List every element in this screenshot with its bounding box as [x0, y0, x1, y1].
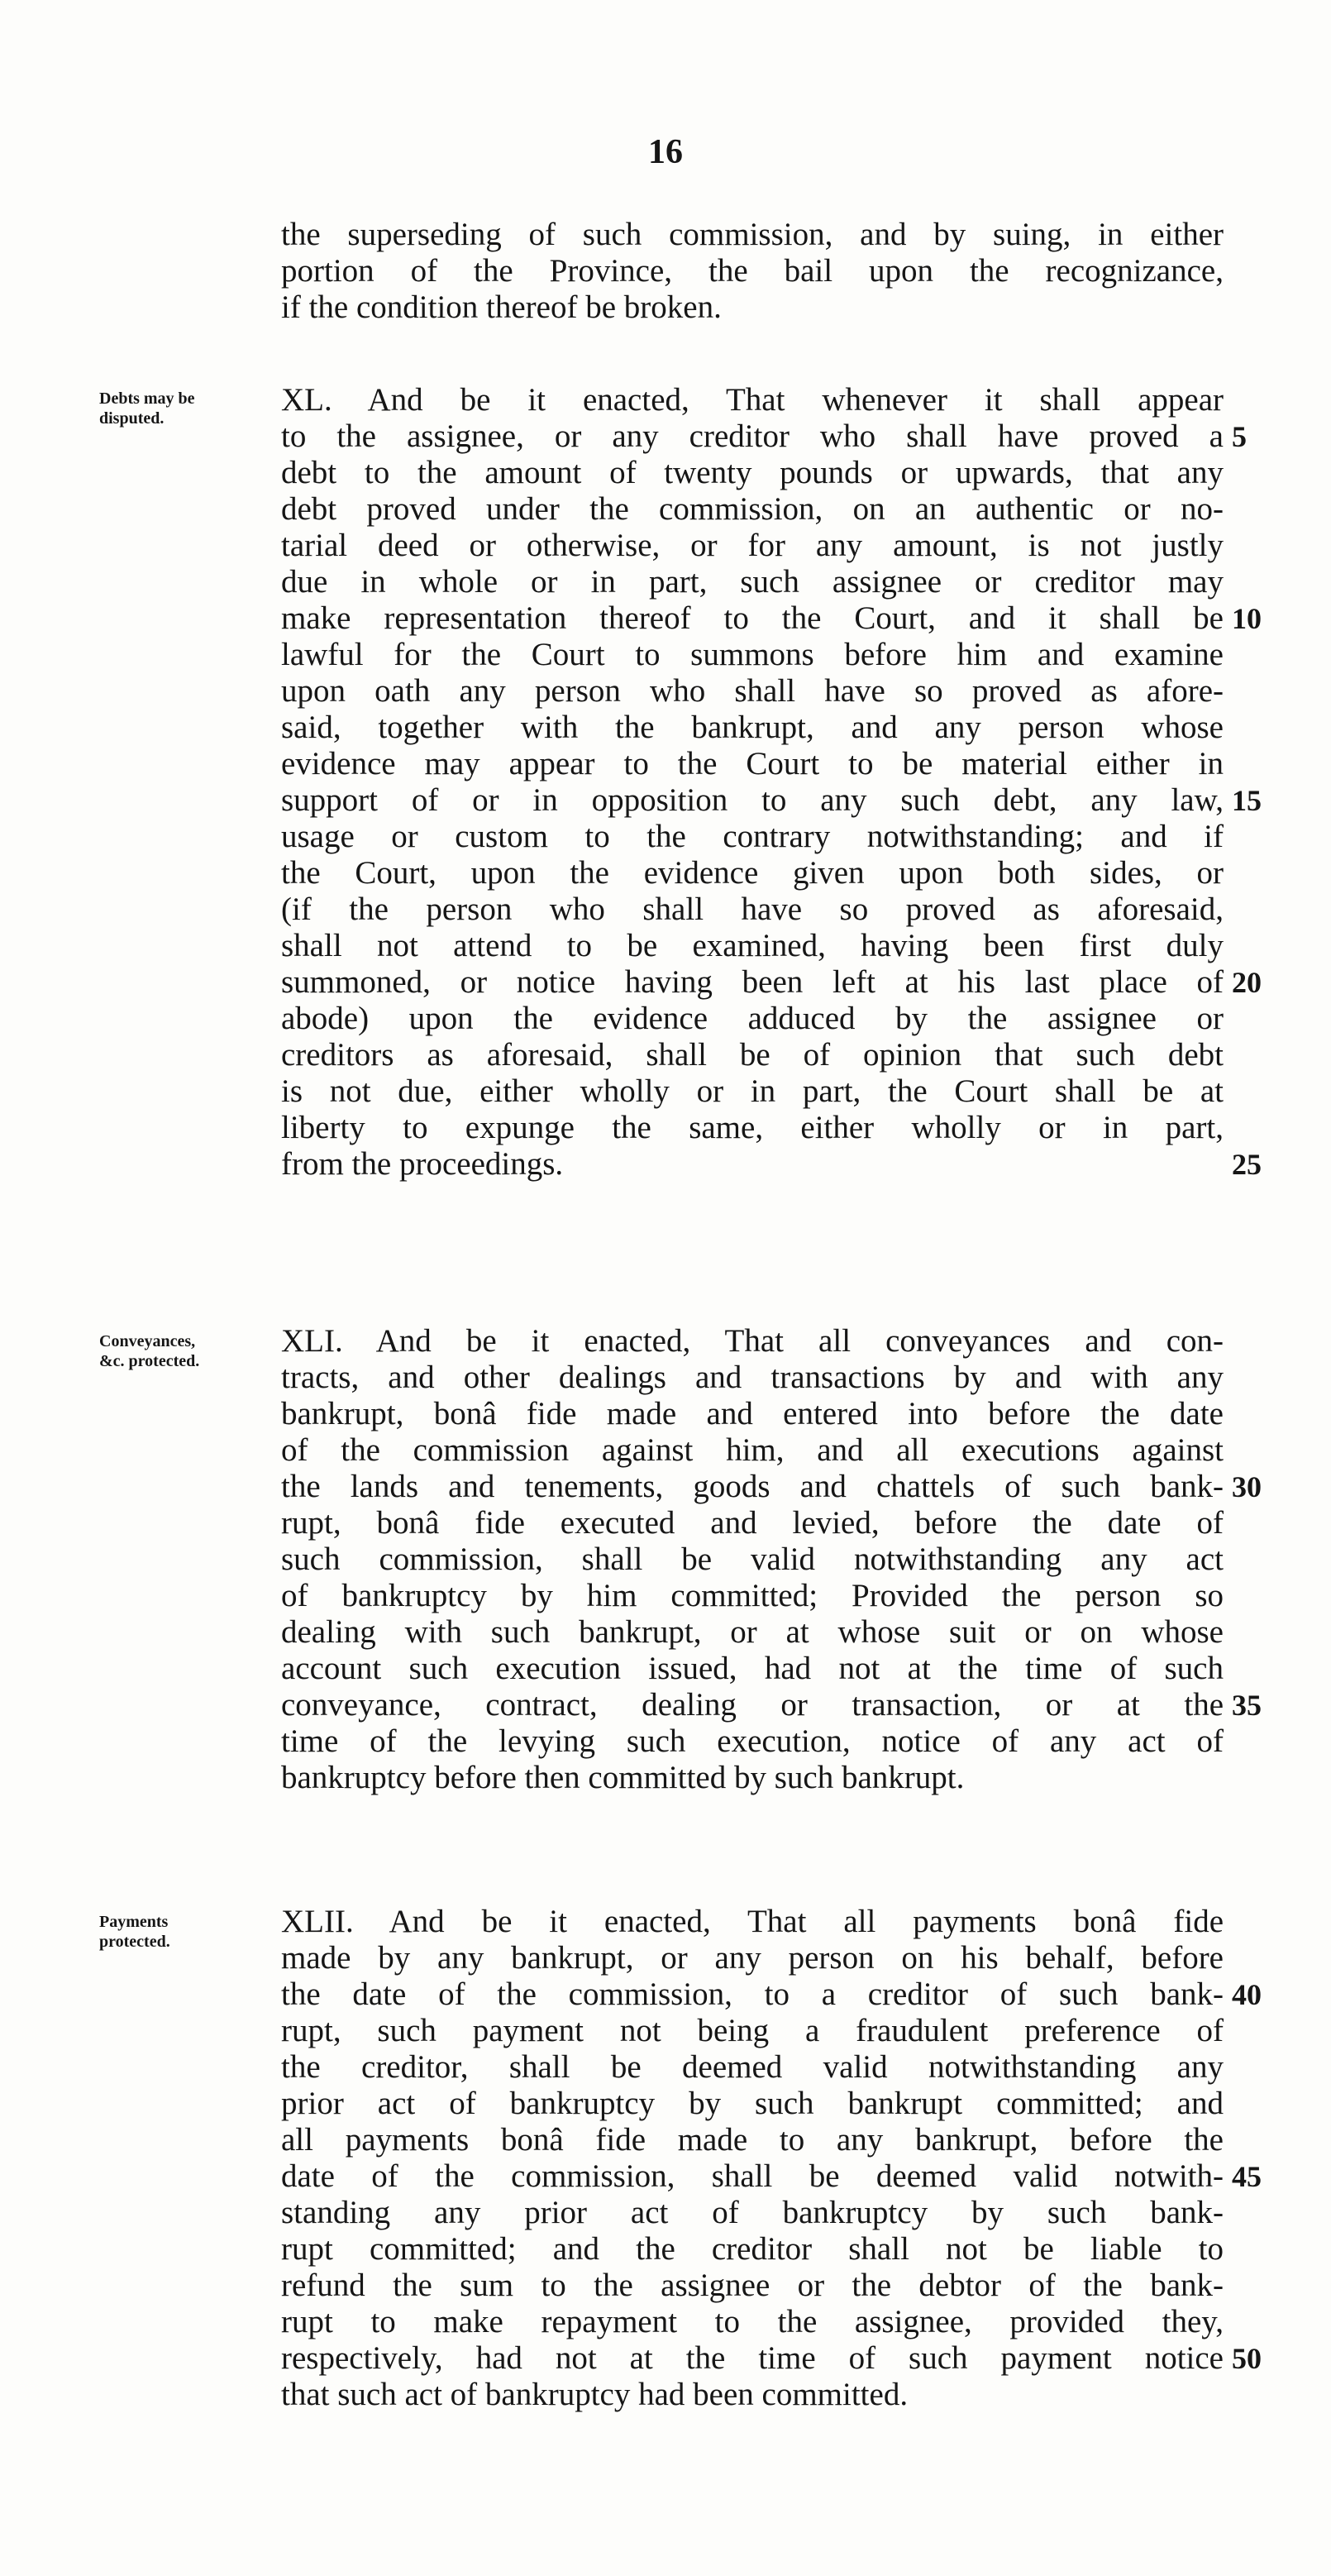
side-note-line: disputed. — [99, 409, 165, 428]
text-line: dealing with such bankrupt, or at whose suit or on whose — [281, 1614, 1224, 1650]
margin-line-number: 50 — [1232, 2342, 1262, 2375]
margin-line-number: 35 — [1232, 1689, 1262, 1722]
opening-paragraph — [281, 217, 1224, 326]
text-line: debt proved under the commission, on an authentic or no- — [281, 491, 1224, 527]
side-note-line: Conveyances, — [99, 1332, 196, 1350]
text-line: the superseding of such commission, and by suing, in either — [281, 217, 1224, 252]
margin-line-number: 45 — [1232, 2160, 1262, 2193]
text-line: tracts, and other dealings and transactions by and with any — [281, 1360, 1224, 1395]
margin-line-number: 10 — [1232, 602, 1262, 635]
text-line: debt to the amount of twenty pounds or upwards, that any — [281, 455, 1224, 490]
section-xl — [281, 382, 1224, 1183]
text-line: the creditor, shall be deemed valid notwithstanding any — [281, 2049, 1224, 2085]
text-line: XLII. And be it enacted, That all payments bonâ fide — [281, 1904, 1224, 1939]
text-line: XL. And be it enacted, That whenever it shall appear — [281, 382, 1224, 418]
text-line: is not due, either wholly or in part, the Court shall be at — [281, 1073, 1224, 1109]
margin-line-number: 40 — [1232, 1978, 1262, 2011]
section-xli — [281, 1323, 1224, 1796]
text-line: respectively, had not at the time of such payment notice — [281, 2340, 1224, 2376]
text-line: bankrupt, bonâ fide made and entered into before the date — [281, 1396, 1224, 1431]
text-line: tarial deed or otherwise, or for any amount, is not justly — [281, 528, 1224, 563]
margin-line-number: 30 — [1232, 1470, 1262, 1503]
section-xlii — [281, 1904, 1224, 2413]
margin-line-number: 5 — [1232, 420, 1247, 453]
text-line: if the condition thereof be broken. — [281, 289, 722, 325]
text-line: such commission, shall be valid notwithstanding any act — [281, 1541, 1224, 1577]
margin-line-number: 25 — [1232, 1148, 1262, 1181]
text-line: to the assignee, or any creditor who shall have proved a — [281, 418, 1224, 454]
text-line: the lands and tenements, goods and chattels of such bank- — [281, 1469, 1224, 1504]
text-line: date of the commission, shall be deemed valid notwith- — [281, 2158, 1224, 2194]
text-line: abode) upon the evidence adduced by the assignee or — [281, 1001, 1224, 1036]
text-line: liberty to expunge the same, either wholly or in part, — [281, 1110, 1224, 1145]
text-line: portion of the Province, the bail upon the recognizance, — [281, 253, 1224, 289]
text-line: summoned, or notice having been left at his last place of — [281, 964, 1224, 1000]
text-line: bankruptcy before then committed by such bankrupt. — [281, 1760, 965, 1795]
page-number: 16 — [648, 133, 683, 171]
text-line: made by any bankrupt, or any person on his behalf, before — [281, 1940, 1224, 1976]
text-line: support of or in opposition to any such debt, any law, — [281, 782, 1224, 818]
text-line: evidence may appear to the Court to be material either in — [281, 746, 1224, 781]
text-line: upon oath any person who shall have so proved as afore- — [281, 673, 1224, 709]
text-line: rupt committed; and the creditor shall not be liable to — [281, 2231, 1224, 2267]
side-note-line: Debts may be — [99, 390, 195, 408]
text-line: time of the levying such execution, notice of any act of — [281, 1723, 1224, 1759]
margin-line-number: 20 — [1232, 966, 1262, 999]
text-line: rupt, such payment not being a fraudulent preference of — [281, 2013, 1224, 2048]
text-line: make representation thereof to the Court, and it shall be — [281, 600, 1224, 636]
text-line: rupt, bonâ fide executed and levied, before the date of — [281, 1505, 1224, 1541]
text-line: all payments bonâ fide made to any bankrupt, before the — [281, 2122, 1224, 2158]
side-note-conveyances-protected — [99, 1331, 273, 1371]
text-line: that such act of bankruptcy had been committed. — [281, 2377, 909, 2412]
text-line: creditors as aforesaid, shall be of opinion that such debt — [281, 1037, 1224, 1073]
text-line: from the proceedings. — [281, 1146, 564, 1182]
text-line: refund the sum to the assignee or the debtor of the bank- — [281, 2268, 1224, 2303]
text-line: standing any prior act of bankruptcy by such bank- — [281, 2195, 1224, 2230]
text-line: rupt to make repayment to the assignee, provided they, — [281, 2304, 1224, 2339]
text-line: shall not attend to be examined, having been first duly — [281, 928, 1224, 963]
side-note-line: protected. — [99, 1933, 170, 1951]
text-line: the Court, upon the evidence given upon both sides, or — [281, 855, 1224, 891]
side-note-debts-disputed — [99, 389, 273, 428]
text-line: of bankruptcy by him committed; Provided the person so — [281, 1578, 1224, 1613]
text-line: due in whole or in part, such assignee or creditor may — [281, 564, 1224, 600]
text-line: of the commission against him, and all executions against — [281, 1432, 1224, 1468]
text-line: usage or custom to the contrary notwithstanding; and if — [281, 819, 1224, 854]
text-line: conveyance, contract, dealing or transaction, or at the — [281, 1687, 1224, 1723]
text-line: said, together with the bankrupt, and any person whose — [281, 710, 1224, 745]
margin-line-number: 15 — [1232, 784, 1262, 817]
side-note-line: Payments — [99, 1913, 169, 1931]
text-line: account such execution issued, had not at the time of such — [281, 1651, 1224, 1686]
side-note-line: &c. protected. — [99, 1352, 200, 1370]
text-line: prior act of bankruptcy by such bankrupt committed; and — [281, 2086, 1224, 2121]
text-line: XLI. And be it enacted, That all conveyances and con- — [281, 1323, 1224, 1359]
text-line: the date of the commission, to a creditor of such bank- — [281, 1976, 1224, 2012]
text-line: lawful for the Court to summons before him and examine — [281, 637, 1224, 672]
side-note-payments-protected — [99, 1912, 273, 1952]
text-line: (if the person who shall have so proved as aforesaid, — [281, 891, 1224, 927]
